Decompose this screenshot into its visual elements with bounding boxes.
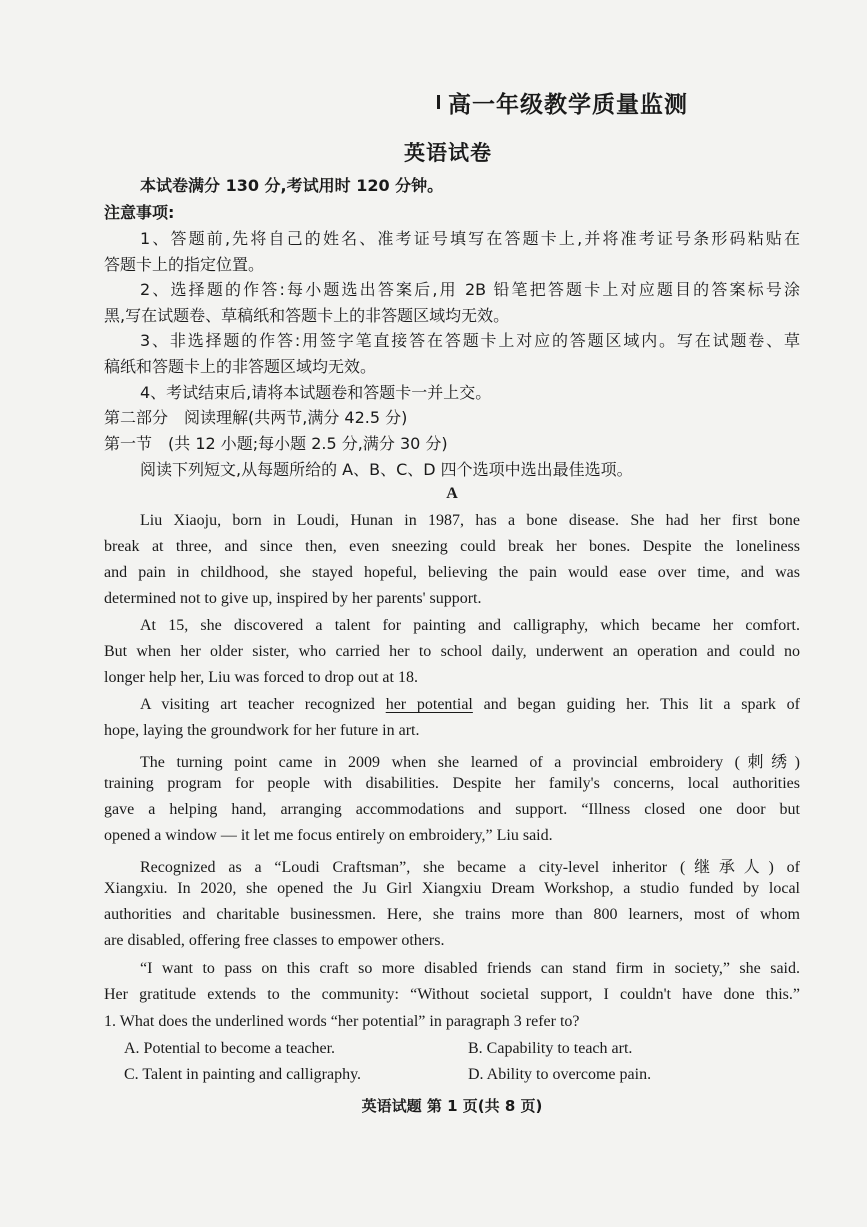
passage-p3-text-before: A visiting art teacher recognized — [140, 696, 386, 713]
section-one-title: 第一节 (共 12 小题;每小题 2.5 分,满分 30 分) — [104, 434, 448, 453]
passage-p4-line-4: opened a window — it let me focus entirely on embroidery,” Liu said. — [104, 827, 553, 844]
notice-item-2-line-1: 2、选择题的作答:每小题选出答案后,用 2B 铅笔把答题卡上对应题目的答案标号涂 — [140, 280, 800, 299]
passage-p1-line-2: break at three, and since then, even sneezing could break her bones. Despite the loneliness — [104, 538, 800, 555]
passage-p1-line-3: and pain in childhood, she stayed hopeful, believing the pain would ease over time, and was — [104, 564, 800, 581]
passage-p5-line-4: are disabled, offering free classes to empower others. — [104, 932, 445, 949]
passage-p3-line-2: hope, laying the groundwork for her future in art. — [104, 722, 420, 739]
part-two-title: 第二部分 阅读理解(共两节,满分 42.5 分) — [104, 408, 408, 427]
passage-label: A — [446, 485, 458, 502]
passage-p5-line-3: authorities and charitable businessmen. Here, she trains more than 800 learners, most of whom — [104, 906, 800, 923]
passage-p4-line-3: gave a helping hand, arranging accommodations and support. “Illness closed one door but — [104, 801, 800, 818]
notice-heading: 注意事项: — [104, 203, 175, 222]
passage-p6-line-1: “I want to pass on this craft so more disabled friends can stand firm in society,” she said. — [140, 960, 800, 977]
passage-p5-line-1: Recognized as a “Loudi Craftsman”, she became a city-level inheritor (继承人) of — [140, 859, 800, 876]
underlined-her-potential: her potential — [385, 696, 473, 713]
passage-p2-line-1: At 15, she discovered a talent for painting and calligraphy, which became her comfort. — [140, 617, 800, 634]
question-1-option-d: D. Ability to overcome pain. — [468, 1066, 652, 1083]
exam-title: 高一年级教学质量监测 — [448, 92, 688, 118]
passage-p1-line-1: Liu Xiaoju, born in Loudi, Hunan in 1987, has a bone disease. She had her first bone — [140, 512, 800, 529]
subject-title: 英语试卷 — [404, 141, 492, 165]
binding-mark — [437, 95, 440, 109]
notice-item-1-line-1: 1、答题前,先将自己的姓名、准考证号填写在答题卡上,并将准考证号条形码粘贴在 — [140, 229, 800, 248]
notice-item-1-line-2: 答题卡上的指定位置。 — [104, 255, 265, 274]
page-footer: 英语试题 第 1 页(共 8 页) — [361, 1097, 543, 1115]
question-1-option-b: B. Capability to teach art. — [468, 1040, 633, 1057]
notice-item-3-line-2: 稿纸和答题卡上的非答题区域均无效。 — [104, 357, 377, 376]
passage-p3-text-after: and began guiding her. This lit a spark of — [472, 696, 800, 713]
question-1-option-a: A. Potential to become a teacher. — [124, 1040, 336, 1057]
notice-item-3-line-1: 3、非选择题的作答:用签字笔直接答在答题卡上对应的答题区域内。写在试题卷、草 — [140, 331, 800, 350]
passage-p5-line-2: Xiangxiu. In 2020, she opened the Ju Girl Xiangxiu Dream Workshop, a studio funded by local — [104, 880, 800, 897]
notice-item-2-line-2: 黑,写在试题卷、草稿纸和答题卡上的非答题区域均无效。 — [104, 306, 510, 325]
reading-instruction: 阅读下列短文,从每题所给的 A、B、C、D 四个选项中选出最佳选项。 — [140, 460, 633, 479]
passage-p3-line-1 — [140, 696, 800, 714]
score-time-line: 本试卷满分 130 分,考试用时 120 分钟。 — [140, 176, 444, 195]
passage-p2-line-3: longer help her, Liu was forced to drop out at 18. — [104, 669, 418, 686]
passage-p6-line-2: Her gratitude extends to the community: “Without societal support, I couldn't have done this.” — [104, 986, 800, 1003]
question-1-option-c: C. Talent in painting and calligraphy. — [124, 1066, 362, 1083]
passage-p4-line-1: The turning point came in 2009 when she learned of a provincial embroidery (刺绣) — [140, 754, 800, 771]
passage-p2-line-2: But when her older sister, who carried her to school daily, underwent an operation and could no — [104, 643, 800, 660]
notice-item-4: 4、考试结束后,请将本试题卷和答题卡一并上交。 — [140, 383, 492, 402]
passage-p1-line-4: determined not to give up, inspired by her parents' support. — [104, 590, 482, 607]
question-1-stem: 1. What does the underlined words “her potential” in paragraph 3 refer to? — [104, 1013, 580, 1030]
passage-p4-line-2: training program for people with disabilities. Despite her family's concerns, local authorities — [104, 775, 800, 792]
